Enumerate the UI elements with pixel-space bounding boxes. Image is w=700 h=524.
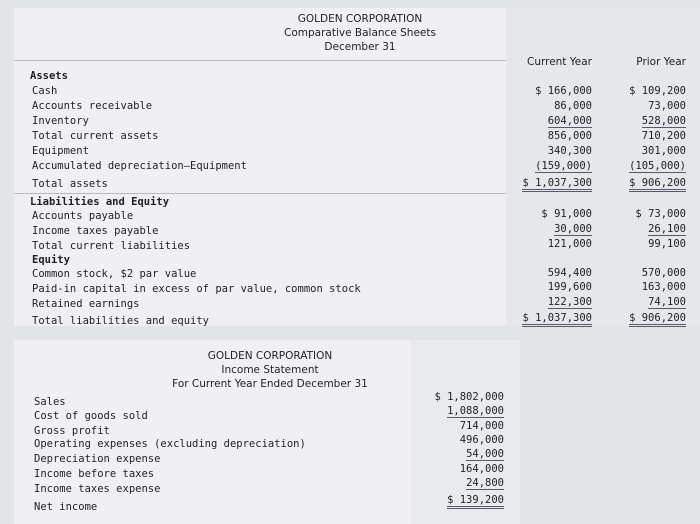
row-label: Total current liabilities [32,240,191,252]
income-row-label: Income taxes expense [34,483,161,495]
row-current: 86,000 [554,100,592,112]
col-current-year: Current Year [526,56,592,68]
row-prior: 163,000 [641,281,686,293]
income-row-label: Income before taxes [34,468,155,480]
row-label: Income taxes payable [32,225,159,237]
row-label: Total liabilities and equity [32,315,210,327]
row-prior: 26,100 [648,223,686,235]
row-current: 594,400 [547,267,592,279]
row-prior: 710,200 [641,130,686,142]
income-row-label: Depreciation expense [34,453,161,465]
income-row-label: Gross profit [34,425,110,437]
row-current: 604,000 [547,115,592,127]
row-label: Accounts receivable [32,100,153,112]
income-row-value: $ 1,802,000 [434,391,504,403]
row-current: 30,000 [554,223,592,235]
row-label: Accumulated depreciation—Equipment [32,160,247,172]
row-current: (159,000) [535,160,592,172]
row-current: 121,000 [547,238,592,250]
income-period: For Current Year Ended December 31 [172,378,368,390]
row-prior: $ 109,200 [629,85,686,97]
row-prior: (105,000) [629,160,686,172]
row-prior: 99,100 [648,238,686,250]
row-label: Equipment [32,145,89,157]
row-prior: 301,000 [641,145,686,157]
income-row-value: 24,800 [466,477,504,489]
assets-heading: Assets [30,70,68,82]
row-current: 199,600 [547,281,592,293]
row-label: Inventory [32,115,89,127]
row-prior: $ 73,000 [635,208,686,220]
row-prior: 570,000 [641,267,686,279]
row-current: $ 1,037,300 [522,177,592,192]
balance-sheet-date: December 31 [324,41,396,53]
row-current: 856,000 [547,130,592,142]
income-row-label: Sales [34,396,66,408]
balance-sheet-title: GOLDEN CORPORATION [297,13,423,25]
row-current: $ 1,037,300 [522,312,592,327]
row-prior: 73,000 [648,100,686,112]
income-row-label: Net income [34,501,98,513]
row-label: Total current assets [32,130,159,142]
income-title: GOLDEN CORPORATION [207,350,333,362]
row-label: Accounts payable [32,210,134,222]
header-divider [14,60,506,61]
income-row-value: 164,000 [459,463,504,475]
income-row-value: 54,000 [466,448,504,460]
row-current: $ 91,000 [541,208,592,220]
row-label: Paid-in capital in excess of par value, common stock [32,283,361,295]
liabilities-heading: Liabilities and Equity [30,196,170,208]
row-label: Total assets [32,178,108,190]
income-row-value: $ 139,200 [447,494,504,509]
balance-sheet-header [240,12,480,54]
row-label: Cash [32,85,58,97]
row-current: 340,300 [547,145,592,157]
row-prior: $ 906,200 [629,312,686,327]
section-divider [14,193,506,194]
income-subtitle: Income Statement [221,364,319,376]
row-prior: 528,000 [641,115,686,127]
income-row-value: 714,000 [459,420,504,432]
income-row-label: Cost of goods sold [34,410,148,422]
col-prior-year: Prior Year [636,56,686,68]
row-prior: $ 906,200 [629,177,686,192]
row-current: $ 166,000 [535,85,592,97]
balance-sheet-subtitle: Comparative Balance Sheets [284,27,436,39]
income-statement-header [140,349,400,391]
equity-heading: Equity [32,254,70,266]
income-row-value: 496,000 [459,434,504,446]
row-label: Common stock, $2 par value [32,268,197,280]
row-current: 122,300 [547,296,592,308]
income-row-value: 1,088,000 [447,405,504,417]
row-label: Retained earnings [32,298,140,310]
income-row-label: Operating expenses (excluding depreciation) [34,438,306,450]
row-prior: 74,100 [648,296,686,308]
